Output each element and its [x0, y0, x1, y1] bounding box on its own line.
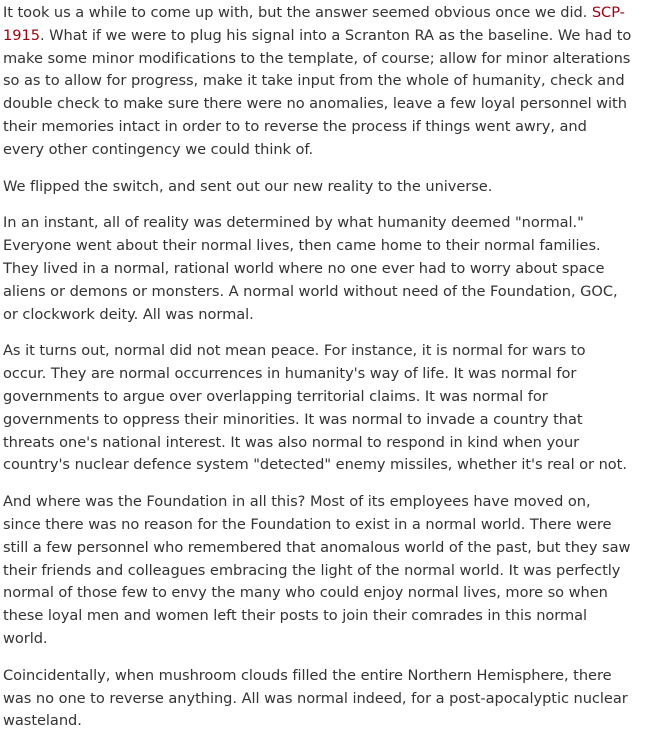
paragraph-3: In an instant, all of reality was determined by what humanity deemed "normal." Everyone went about their normal lives, then came home to their normal families. They lived in a normal, rational world where no one ever had to worry about space aliens or demons or monsters. A normal world without need of the Foundation, GOC, or clockwork deity. All was normal.: [3, 214, 618, 323]
paragraph-6: Coincidentally, when mushroom clouds filled the entire Northern Hemisphere, there was no one to reverse anything. All was normal indeed, for a post-apocalyptic nuclear wasteland.: [3, 666, 628, 730]
paragraph-5: And where was the Foundation in all this? Most of its employees have moved on, since there was no reason for the Foundation to exist in a normal world. There were still a few personnel who remembered that anomalous world of the past, but they saw their friends and colleagues embracing the light of the normal world. It was perfectly normal of those few to envy the many who could enjoy normal lives, more so when these loyal men and women left their posts to join their comrades in this normal world.: [3, 493, 631, 647]
paragraph-1-text-before: It took us a while to come up with, but the answer seemed obvious once we did.: [3, 4, 592, 21]
paragraph-4: As it turns out, normal did not mean peace. For instance, it is normal for wars to occur. They are normal occurrences in humanity's way of life. It was normal for governments to argue over overlapping territorial claims. It was normal for governments to oppress their minorities. It was normal to invade a country that threats one's national interest. It was also normal to respond in kind when your country's nuclear defence system "detected" enemy missiles, whether it's real or not.: [3, 342, 627, 474]
scp-1915-link[interactable]: SCP-1915: [3, 4, 625, 44]
paragraph-1-text-after: . What if we were to plug his signal into a Scranton RA as the baseline. We had to make some minor modifications to the template, of course; allow for minor alterations so as to allow for progress, make it take input from the whole of humanity, check and double check to make sure there were no anomalies, leave a few loyal personnel with their memories intact in order to to reverse the process if things went awry, and every other contingency we could think of.: [3, 26, 632, 158]
paragraph-2: We flipped the switch, and sent out our new reality to the universe.: [3, 177, 493, 195]
paragraph-1: [3, 2, 632, 162]
